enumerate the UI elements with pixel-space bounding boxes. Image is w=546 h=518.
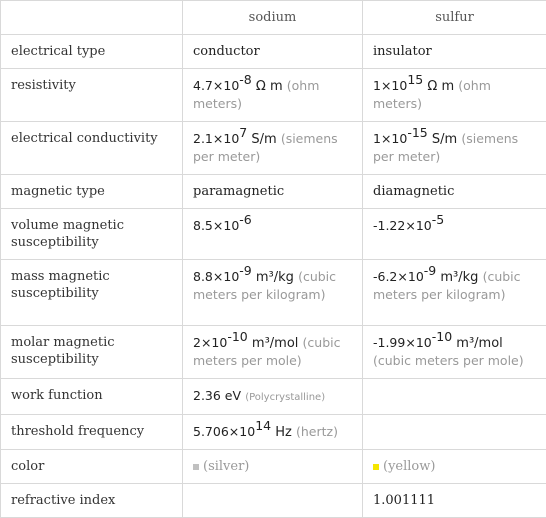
sulfur-volume-mantissa: -1.22	[373, 218, 405, 233]
sulfur-resistivity-exp: 15	[407, 72, 423, 87]
label-threshold-frequency: threshold frequency	[1, 415, 183, 450]
row-volume-magnetic-susceptibility	[1, 209, 546, 260]
label-color: color	[1, 450, 183, 484]
sulfur-color-swatch	[373, 464, 379, 470]
sodium-threshold-unit: Hz	[275, 425, 292, 440]
sodium-mass-unit: m³/kg	[256, 270, 294, 285]
sulfur-electrical-conductivity: $1\times 10^{-15}$ S/m (siemens per meter)	[363, 122, 546, 175]
header-sulfur: sulfur	[363, 1, 546, 35]
label-volume-magnetic-susceptibility: volume magnetic susceptibility	[1, 209, 183, 260]
sulfur-mass-mantissa: -6.2	[373, 269, 397, 284]
sulfur-mass-magnetic-susceptibility: $-6.2\times 10^{-9}$ m³/kg (cubic meters per kilogram)	[363, 260, 546, 326]
sulfur-molar-note: (cubic meters per mole)	[373, 353, 524, 368]
sulfur-molar-unit: m³/mol	[456, 336, 502, 351]
sulfur-refractive-index: 1.001111	[363, 484, 546, 518]
row-molar-magnetic-susceptibility	[1, 326, 546, 379]
sodium-resistivity-note: (ohm meters)	[193, 78, 319, 111]
header-row	[1, 1, 546, 35]
sodium-mass-exp: -9	[239, 263, 251, 278]
sodium-conductivity-mantissa: 2.1	[193, 131, 213, 146]
sodium-molar-note: (cubic meters per mole)	[193, 335, 340, 368]
sulfur-color	[363, 450, 546, 484]
row-refractive-index	[1, 484, 546, 518]
sodium-resistivity-mantissa: 4.7	[193, 78, 213, 93]
sodium-electrical-conductivity: $2.1\times 10^7$ S/m (siemens per meter)	[183, 122, 363, 175]
row-electrical-type	[1, 35, 546, 69]
sodium-color-swatch	[193, 464, 199, 470]
label-molar-magnetic-susceptibility: molar magnetic susceptibility	[1, 326, 183, 379]
label-mass-magnetic-susceptibility: mass magnetic susceptibility	[1, 260, 183, 326]
sulfur-mass-unit: m³/kg	[440, 270, 478, 285]
label-electrical-type: electrical type	[1, 35, 183, 69]
sulfur-volume-magnetic-susceptibility: $-1.22\times 10^{-5}$	[363, 209, 546, 260]
sodium-molar-unit: m³/mol	[252, 336, 298, 351]
sodium-color-text: (silver)	[203, 459, 249, 474]
row-magnetic-type	[1, 175, 546, 209]
sulfur-mass-note: (cubic meters per kilogram)	[373, 269, 521, 302]
sodium-conductivity-exp: 7	[239, 125, 247, 140]
label-refractive-index: refractive index	[1, 484, 183, 518]
sodium-resistivity-exp: -8	[239, 72, 251, 87]
sodium-volume-magnetic-susceptibility: $8.5\times 10^{-6}$	[183, 209, 363, 260]
sulfur-conductivity-mantissa: 1	[373, 131, 381, 146]
label-resistivity: resistivity	[1, 69, 183, 122]
sulfur-work-function	[363, 379, 546, 415]
row-work-function	[1, 379, 546, 415]
sodium-mass-mantissa: 8.8	[193, 269, 213, 284]
sulfur-resistivity-note: (ohm meters)	[373, 78, 491, 111]
sodium-threshold-exp: 14	[255, 418, 271, 433]
label-electrical-conductivity: electrical conductivity	[1, 122, 183, 175]
sodium-volume-exp: -6	[239, 212, 251, 227]
sodium-resistivity: $4.7\times 10^{-8}$ Ω m (ohm meters)	[183, 69, 363, 122]
sodium-mass-note: (cubic meters per kilogram)	[193, 269, 336, 302]
row-mass-magnetic-susceptibility	[1, 260, 546, 326]
sodium-resistivity-unit: Ω m	[256, 79, 283, 94]
sulfur-conductivity-unit: S/m	[432, 132, 457, 147]
sodium-magnetic-type: paramagnetic	[183, 175, 363, 209]
sodium-molar-magnetic-susceptibility: $2\times 10^{-10}$ m³/mol (cubic meters per mole)	[183, 326, 363, 379]
sodium-electrical-type: conductor	[183, 35, 363, 69]
sulfur-resistivity-unit: Ω m	[427, 79, 454, 94]
sodium-threshold-mantissa: 5.706	[193, 424, 229, 439]
header-sodium: sodium	[183, 1, 363, 35]
sulfur-mass-exp: -9	[424, 263, 436, 278]
sulfur-molar-exp: -10	[432, 329, 452, 344]
header-empty-cell	[1, 1, 183, 35]
row-threshold-frequency	[1, 415, 546, 450]
row-color	[1, 450, 546, 484]
sulfur-threshold-frequency	[363, 415, 546, 450]
sodium-molar-exp: -10	[227, 329, 247, 344]
sulfur-resistivity: $1\times 10^{15}$ Ω m (ohm meters)	[363, 69, 546, 122]
sodium-refractive-index	[183, 484, 363, 518]
sulfur-electrical-type: insulator	[363, 35, 546, 69]
sodium-conductivity-note: (siemens per meter)	[193, 131, 338, 164]
sodium-molar-mantissa: 2	[193, 335, 201, 350]
sodium-color	[183, 450, 363, 484]
row-resistivity	[1, 69, 546, 122]
sulfur-conductivity-exp: -15	[407, 125, 427, 140]
sulfur-resistivity-mantissa: 1	[373, 78, 381, 93]
sulfur-conductivity-note: (siemens per meter)	[373, 131, 518, 164]
sodium-threshold-note: (hertz)	[296, 424, 338, 439]
row-electrical-conductivity	[1, 122, 546, 175]
sodium-volume-mantissa: 8.5	[193, 218, 213, 233]
sodium-work-function-value: 2.36 eV	[193, 388, 241, 403]
sulfur-magnetic-type: diamagnetic	[363, 175, 546, 209]
label-magnetic-type: magnetic type	[1, 175, 183, 209]
sodium-work-function	[183, 379, 363, 415]
sodium-work-function-note: (Polycrystalline)	[245, 392, 325, 403]
label-work-function: work function	[1, 379, 183, 415]
sulfur-molar-magnetic-susceptibility: $-1.99\times 10^{-10}$ m³/mol (cubic meters per mole)	[363, 326, 546, 379]
sulfur-molar-mantissa: -1.99	[373, 335, 405, 350]
sodium-mass-magnetic-susceptibility: $8.8\times 10^{-9}$ m³/kg (cubic meters per kilogram)	[183, 260, 363, 326]
sodium-conductivity-unit: S/m	[251, 132, 276, 147]
sulfur-volume-exp: -5	[432, 212, 444, 227]
sodium-threshold-frequency: $5.706\times 10^{14}$ Hz (hertz)	[183, 415, 363, 450]
sulfur-color-text: (yellow)	[383, 459, 435, 474]
